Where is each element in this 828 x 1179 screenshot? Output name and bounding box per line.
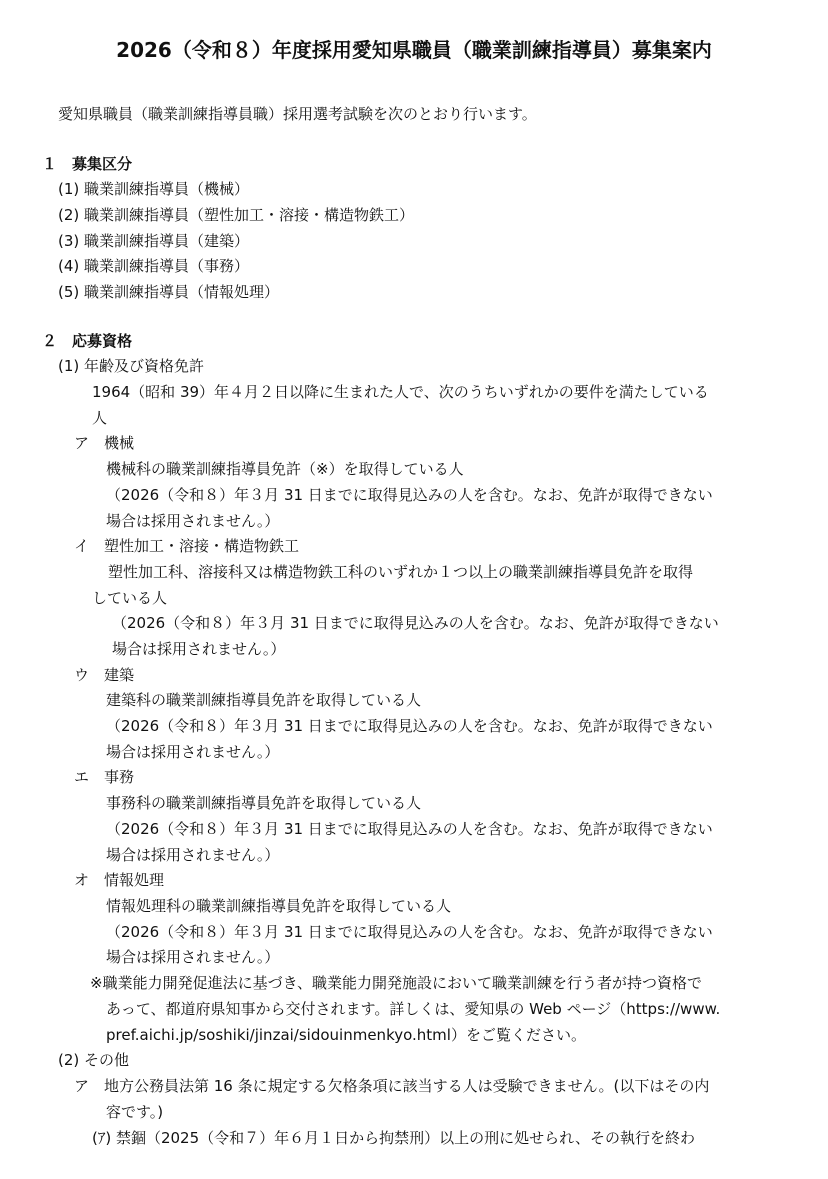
item-text: 場合は採用されません。）	[106, 512, 280, 530]
category-item: (3) 職業訓練指導員（建築）	[58, 232, 250, 250]
section1-heading: １ 募集区分	[42, 155, 133, 173]
item-text: （2026（令和８）年３月 31 日までに取得見込みの人を含む。なお、免許が取得できない	[106, 923, 713, 941]
item-heading: エ 事務	[74, 768, 135, 786]
item-text: 建築科の職業訓練指導員免許を取得している人	[106, 691, 422, 709]
item-text: 場合は採用されません。）	[106, 846, 280, 864]
item-text: 場合は採用されません。）	[106, 743, 280, 761]
category-item: (1) 職業訓練指導員（機械）	[58, 180, 250, 198]
category-item: (2) 職業訓練指導員（塑性加工・溶接・構造物鉄工）	[58, 206, 415, 224]
item-text: 場合は採用されません。）	[106, 948, 280, 966]
item-text: 塑性加工科、溶接科又は構造物鉄工科のいずれか１つ以上の職業訓練指導員免許を取得	[108, 563, 694, 581]
other-item: (ｱ) 禁錮（2025（令和７）年６月１日から拘禁刑）以上の刑に処せられ、その執行を終わ	[92, 1129, 696, 1147]
item-heading: イ 塑性加工・溶接・構造物鉄工	[74, 537, 300, 555]
subsection-heading: (2) その他	[58, 1051, 130, 1069]
note-text: ※職業能力開発促進法に基づき、職業能力開発施設において職業訓練を行う者が持つ資格で	[90, 974, 702, 992]
section2-heading: ２ 応募資格	[42, 332, 133, 350]
page-title: 2026（令和８）年度採用愛知県職員（職業訓練指導員）募集案内	[116, 38, 712, 62]
item-heading: ウ 建築	[74, 666, 135, 684]
item-text: （2026（令和８）年３月 31 日までに取得見込みの人を含む。なお、免許が取得できない	[106, 486, 713, 504]
item-text: 機械科の職業訓練指導員免許（※）を取得している人	[106, 460, 464, 478]
qualification-desc: 1964（昭和 39）年４月２日以降に生まれた人で、次のうちいずれかの要件を満たしている	[92, 383, 709, 401]
other-item: 容です。)	[106, 1103, 164, 1121]
item-text: 事務科の職業訓練指導員免許を取得している人	[106, 794, 422, 812]
note-text: pref.aichi.jp/soshiki/jinzai/sidouinmenkyo.html）をご覧ください。	[106, 1026, 586, 1044]
item-heading: ア 機械	[74, 434, 135, 452]
category-item: (5) 職業訓練指導員（情報処理）	[58, 283, 280, 301]
item-text: （2026（令和８）年３月 31 日までに取得見込みの人を含む。なお、免許が取得できない	[112, 614, 719, 632]
note-text: あって、都道府県知事から交付されます。詳しくは、愛知県の Web ページ（https://www.	[106, 1000, 721, 1018]
item-heading: オ 情報処理	[74, 871, 165, 889]
category-item: (4) 職業訓練指導員（事務）	[58, 257, 250, 275]
item-text: 情報処理科の職業訓練指導員免許を取得している人	[106, 897, 452, 915]
item-text: している人	[92, 589, 168, 607]
item-text: （2026（令和８）年３月 31 日までに取得見込みの人を含む。なお、免許が取得できない	[106, 820, 713, 838]
item-text: （2026（令和８）年３月 31 日までに取得見込みの人を含む。なお、免許が取得できない	[106, 717, 713, 735]
intro-text: 愛知県職員（職業訓練指導員職）採用選考試験を次のとおり行います。	[58, 105, 537, 123]
other-item: ア 地方公務員法第 16 条に規定する欠格条項に該当する人は受験できません。(以下はその内	[74, 1077, 710, 1095]
qualification-desc: 人	[92, 409, 108, 427]
item-text: 場合は採用されません。）	[112, 640, 286, 658]
subsection-heading: (1) 年齢及び資格免許	[58, 357, 205, 375]
